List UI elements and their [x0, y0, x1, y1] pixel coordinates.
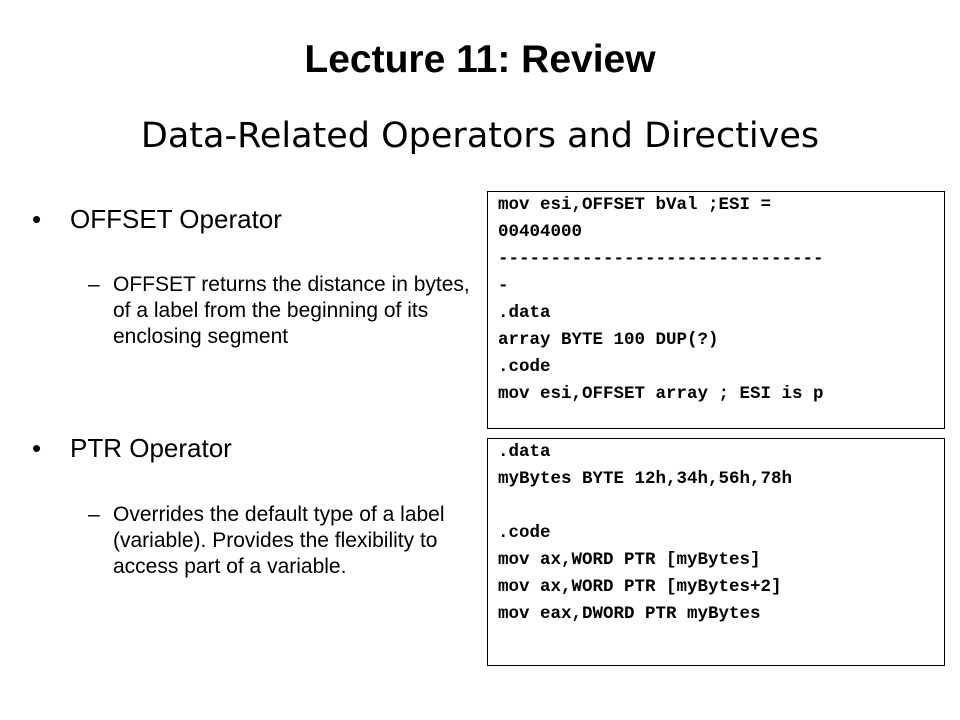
dash-marker: –	[88, 273, 100, 296]
code-line: .code	[498, 357, 551, 377]
bullet-heading: PTR Operator	[70, 433, 232, 463]
code-line: mov ax,WORD PTR [myBytes+2]	[498, 577, 782, 597]
sub-bullet-text: OFFSET returns the distance in bytes, of a label from the beginning of its enclosing segment	[113, 273, 470, 348]
slide-subtitle: Data-Related Operators and Directives	[140, 116, 820, 156]
code-box-offset	[487, 191, 945, 429]
slide-title: Lecture 11: Review	[304, 38, 656, 81]
code-line: myBytes BYTE 12h,34h,56h,78h	[498, 469, 793, 489]
code-box-ptr	[487, 438, 945, 666]
sub-bullet-text: Overrides the default type of a label (variable). Provides the flexibility to access part of a variable.	[113, 503, 445, 578]
dash-marker: –	[88, 503, 100, 526]
code-line: mov eax,DWORD PTR myBytes	[498, 604, 761, 624]
code-line: mov ax,WORD PTR [myBytes]	[498, 550, 761, 570]
bullet-dot: •	[32, 204, 42, 234]
code-line	[498, 493, 792, 520]
code-line: mov esi,OFFSET bVal ;ESI =	[498, 195, 772, 215]
bullet-dot: •	[32, 433, 42, 463]
code-line: mov esi,OFFSET array ; ESI is p	[498, 384, 824, 404]
code-line: -------------------------------	[498, 249, 824, 269]
code-line: -	[498, 276, 509, 296]
bullet-heading: OFFSET Operator	[70, 204, 282, 234]
code-line: .data	[498, 303, 551, 323]
code-line: 00404000	[498, 222, 583, 242]
code-line: .data	[498, 442, 551, 462]
code-line: array BYTE 100 DUP(?)	[498, 330, 719, 350]
code-line: .code	[498, 523, 551, 543]
